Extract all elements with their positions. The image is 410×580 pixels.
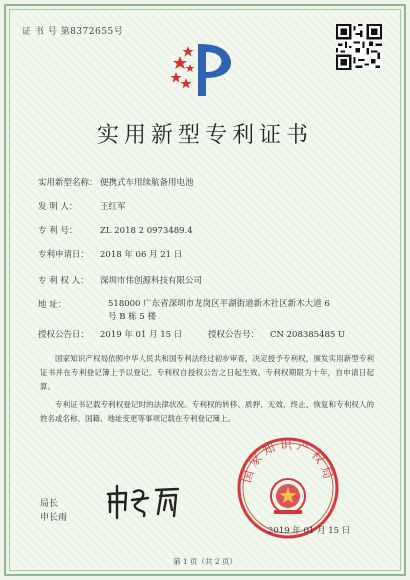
field-label: 专 利 号： bbox=[38, 226, 78, 236]
field-patentee bbox=[38, 274, 202, 286]
address-value: 518000 广东省深圳市龙岗区平湖街道新木社区新木大道 6 号 B 栋 5 楼 bbox=[108, 299, 330, 322]
field-grant-number bbox=[208, 328, 345, 340]
field-address bbox=[38, 298, 100, 310]
field-value: 2019 年 01 月 15 日 bbox=[100, 330, 183, 340]
field-value: ZL 2018 2 0973489.4 bbox=[100, 226, 193, 236]
field-value: CN 208385485 U bbox=[270, 330, 346, 340]
field-value: 深圳市伟创源科技有限公司 bbox=[100, 276, 203, 286]
field-filing-date bbox=[38, 248, 182, 260]
director-title: 局长 bbox=[40, 499, 59, 509]
director-name: 申长雨 bbox=[40, 513, 68, 523]
patent-office-logo-icon bbox=[168, 38, 240, 100]
field-label: 授权公告号： bbox=[208, 330, 260, 340]
statement-paragraph-2: 专利证书记载专利权登记时的法律状况。专利权的转移、质押、无效、终止、恢复和专利权人的姓名或名称、国籍、地址变更等事项记载在专利登记簿上。 bbox=[40, 400, 374, 423]
field-label: 地 址： bbox=[38, 300, 67, 310]
field-patent-number bbox=[38, 224, 193, 236]
field-label: 专 利 权 人： bbox=[38, 276, 89, 286]
field-label: 专利申请日： bbox=[38, 250, 90, 260]
field-value: 王红军 bbox=[100, 202, 126, 212]
field-grant-date bbox=[38, 328, 182, 340]
certificate-title: 实用新型专利证书 bbox=[96, 123, 313, 148]
field-label: 发 明 人： bbox=[38, 202, 78, 212]
field-label: 实用新型名称： bbox=[38, 178, 98, 188]
field-value: 便携式车用续航备用电池 bbox=[100, 178, 194, 188]
svg-text:国家知识产权局: 国家知识产权局 bbox=[239, 437, 337, 485]
director-signature bbox=[104, 482, 182, 520]
field-utility-model-name bbox=[38, 176, 194, 188]
field-value: 2018 年 06 月 21 日 bbox=[100, 250, 183, 260]
statement-paragraph-1: 国家知识产权局依照中华人民共和国专利法经过初步审查，决定授予专利权，颁发实用新型专利证书并在专利登记簿上予以登记。专利权自授权公告之日起生效。专利权期限为十年，自申请日起算。 bbox=[40, 354, 374, 391]
page-footer: 第 1 页（共 2 页） bbox=[172, 557, 238, 566]
qr-code-icon bbox=[336, 24, 382, 70]
field-label: 授权公告日： bbox=[38, 330, 90, 340]
field-inventor bbox=[38, 200, 126, 212]
certificate-number: 证 书 号 第8372655号 bbox=[22, 27, 124, 37]
seal-date: 2019 年 01 月 15 日 bbox=[268, 526, 351, 536]
